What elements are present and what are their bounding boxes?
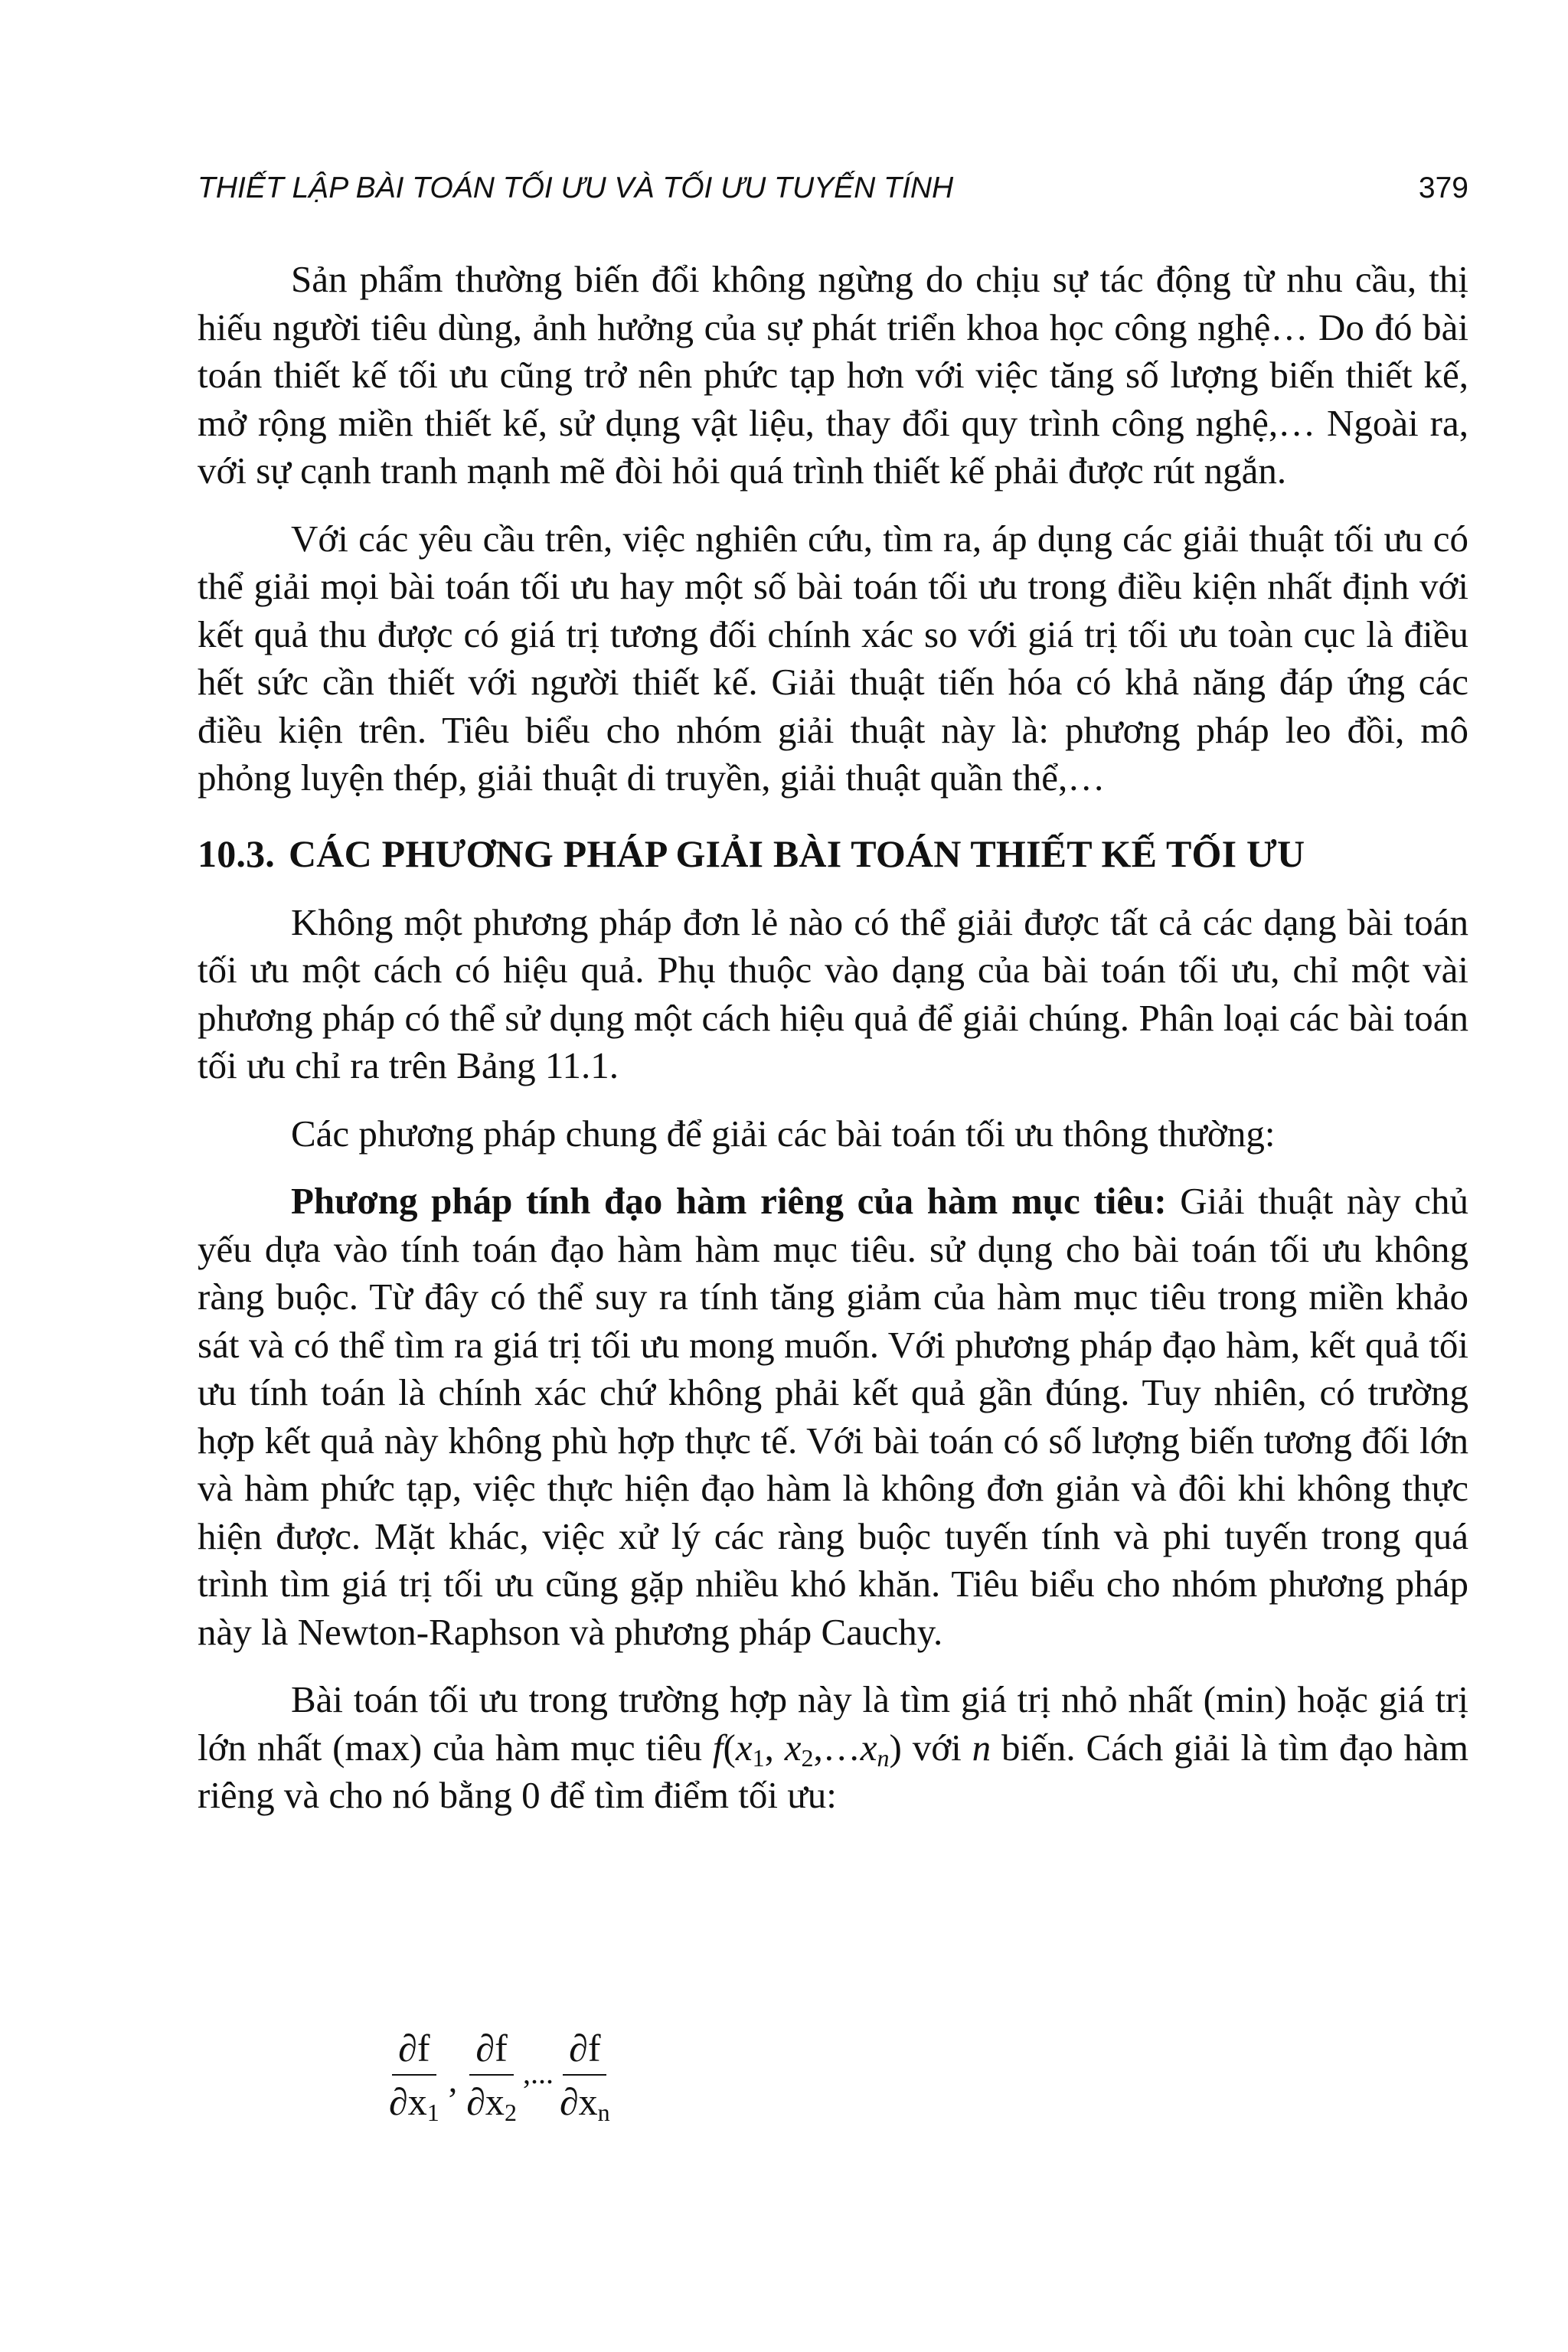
body-text (198, 256, 1468, 1840)
fraction-2 (460, 2025, 523, 2125)
fraction-n (554, 2025, 616, 2125)
fraction-n-denominator (554, 2076, 616, 2125)
method-description: Giải thuật này chủ yếu dựa vào tính toán đạo hàm hàm mục tiêu. sử dụng cho bài toán tối ưu không ràng buộc. Từ đây có thể suy ra tính tăng giảm của hàm mục tiêu trong miền khảo sát và có thể tìm ra giá trị tối ưu mong muốn. Với phương pháp đạo hàm, kết quả tối ưu tính toán là chính xác chứ không phải kết quả gần đúng. Tuy nhiên, có trường hợp kết quả này không phù hợp thực tế. Với bài toán có số lượng biến tương đối lớn và hàm phức tạp, việc thực hiện đạo hàm là không đơn giản và đôi khi không thực hiện được. Mặt khác, việc xử lý các ràng buộc tuyến tính và phi tuyến trong quá trình tìm giá trị tối ưu cũng gặp nhiều khó khăn. Tiêu biểu cho nhóm phương pháp này là Newton-Raphson và phương pháp Cauchy. (198, 1180, 1468, 1653)
fraction-1-numerator: ∂f (392, 2025, 436, 2076)
paren-open: ( (723, 1726, 736, 1769)
formula-comma: , (448, 2060, 458, 2099)
den-prefix: ∂x (466, 2080, 505, 2123)
den-sub-2: 2 (504, 2099, 517, 2126)
fraction-1-denominator (383, 2076, 446, 2125)
var-xn: x (860, 1726, 877, 1769)
section-heading (198, 830, 1468, 877)
sub-1: 1 (752, 1743, 765, 1772)
den-sub-n: n (597, 2099, 610, 2126)
den-prefix: ∂x (389, 2080, 427, 2123)
ellipsis: ,… (813, 1726, 861, 1769)
fraction-1 (383, 2025, 446, 2125)
var-n: n (972, 1726, 991, 1769)
sub-n: n (877, 1743, 890, 1772)
function-name: f (712, 1726, 724, 1769)
fraction-n-numerator: ∂f (563, 2025, 606, 2076)
var-x2: x (784, 1726, 802, 1769)
problem-text-end: biến. Cách giải là tìm đạo hàm riêng và cho nó bằng 0 để tìm điểm tối ưu: (198, 1726, 1469, 1816)
paren-close: ) (889, 1726, 902, 1769)
paragraph-no-single-method: Không một phương pháp đơn lẻ nào có thể giải được tất cả các dạng bài toán tối ưu một cách có hiệu quả. Phụ thuộc vào dạng của bài toán tối ưu, chỉ một vài phương pháp có thể sử dụng một cách hiệu quả để giải chúng. Phân loại các bài toán tối ưu chỉ ra trên Bảng 11.1. (198, 900, 1468, 1086)
header-title: THIẾT LẬP BÀI TOÁN TỐI ƯU VÀ TỐI ƯU TUYẾN TÍNH (198, 172, 954, 204)
sub-2: 2 (801, 1743, 814, 1772)
paragraph-general-methods: Các phương pháp chung để giải các bài toán tối ưu thông thường: (291, 1112, 1276, 1155)
var-x1: x (735, 1726, 753, 1769)
den-sub-1: 1 (426, 2099, 439, 2126)
section-title: CÁC PHƯƠNG PHÁP GIẢI BÀI TOÁN THIẾT KẾ TỐI ƯU (289, 831, 1305, 875)
running-header (198, 170, 1468, 207)
page-number: 379 (1418, 172, 1468, 204)
comma: , (764, 1726, 785, 1769)
paragraph-evolutionary-algorithms: Với các yêu cầu trên, việc nghiên cứu, tìm ra, áp dụng các giải thuật tối ưu có thể giải mọi bài toán tối ưu hay một số bài toán tối ưu trong điều kiện nhất định với kết quả thu được có giá trị tương đối chính xác so với giá trị tối ưu toàn cục là điều hết sức cần thiết với người thiết kế. Giải thuật tiến hóa có khả năng đáp ứng các điều kiện trên. Tiêu biểu cho nhóm giải thuật này là: phương pháp leo đồi, mô phỏng luyện thép, giải thuật di truyền, giải thuật quần thể,… (198, 517, 1468, 799)
paragraph-problem-statement (198, 1676, 1468, 1820)
problem-text-middle: với (901, 1726, 972, 1769)
paragraph-partial-derivative-method (198, 1178, 1468, 1656)
formula-dots: ,... (522, 2055, 554, 2090)
section-number: 10.3. (198, 831, 275, 875)
fraction-2-numerator: ∂f (469, 2025, 513, 2076)
problem-text-start: Bài toán tối ưu trong trường hợp này là tìm giá trị nhỏ nhất (min) hoặc giá trị lớn nhất (max) của hàm mục tiêu (198, 1678, 1468, 1769)
paragraph-product-change: Sản phẩm thường biến đổi không ngừng do chịu sự tác động từ nhu cầu, thị hiếu người tiêu dùng, ảnh hưởng của sự phát triển khoa học công nghệ… Do đó bài toán thiết kế tối ưu cũng trở nên phức tạp hơn với việc tăng số lượng biến thiết kế, mở rộng miền thiết kế, sử dụng vật liệu, thay đổi quy trình công nghệ,… Ngoài ra, với sự cạnh tranh mạnh mẽ đòi hỏi quá trình thiết kế phải được rút ngắn. (198, 258, 1468, 492)
partial-derivatives-formula (383, 2021, 616, 2128)
den-prefix: ∂x (559, 2080, 598, 2123)
method-lead-title: Phương pháp tính đạo hàm riêng của hàm mục tiêu: (291, 1180, 1167, 1222)
fraction-2-denominator (460, 2076, 523, 2125)
